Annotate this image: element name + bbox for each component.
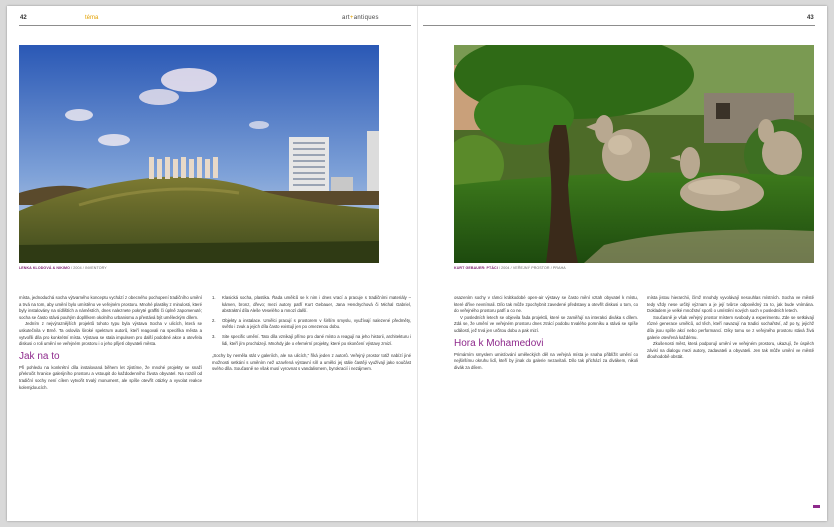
paragraph: Zkušenosti měst, která podporují umění ve veřejném prostoru, ukazují, že úspěch závisí na dialogu mezi autory, zadavateli a obyvateli. Jen tak může umění ve městě dlouhodobě obstát. xyxy=(647,341,814,360)
paragraph: osazením sochy v rámci krátkodobé open-air výstavy se často mění vztah obyvatel k místu, které dříve nevnímali. Dílo tak může zpochybnit zavedené představy a otevřít diskusi o tom, co do veřejného prostoru patří a co ne. xyxy=(454,295,638,314)
caption-text-right: / 2004 / VEŘEJNÝ PROSTOR / PRAHA xyxy=(498,266,566,270)
list-number: 3. xyxy=(212,333,216,339)
page-number-left: 42 xyxy=(20,15,27,21)
caption-author-right: KURT GEBAUER: PTÁCI xyxy=(454,266,498,270)
photo-bird-sculptures xyxy=(454,45,814,263)
caption-text-left: / 2004 / INVENTORY xyxy=(71,266,107,270)
paragraph: Primárním smyslem umisťování uměleckých děl na veřejná místa je snaha přiblížit umění co nejširšímu okruhu lidí, kteří by jinak do galerie nezavítali. Dílo tak přichází za divákem, nikoli divák za dílem. xyxy=(454,351,638,370)
brand-plus: + xyxy=(349,15,354,21)
magazine-spread xyxy=(7,6,827,521)
photo-caption-right xyxy=(454,266,566,270)
text-column-3 xyxy=(454,295,638,517)
paragraph: Při pohledu na konkrétní díla instalovaná během let zjistíme, že mnohé projekty se snaží překročit hranice galerijního prostoru a vstoupit do každodenního života obyvatel. Na rozdíl od tradiční sochy není cílem vytvořit trvalý monument, ale spíše otevřít otázky a vyvolat reakce kolemjdoucích. xyxy=(19,364,202,390)
caption-author-left: LENKA KLODOVÁ & NIKIMO xyxy=(19,266,70,270)
subheading-jak-na-to: Jak na to xyxy=(19,350,60,362)
photo-sculpture-hill xyxy=(19,45,379,263)
paragraph: V posledních letech se objevila řada projektů, které se zaměřují na interakci diváka s dílem. Zdá se, že umění ve veřejném prostoru dnes ztrácí podobu trvalého pomníku a stává se spíše událostí, jež trvá jen určitou dobu a pak mizí. xyxy=(454,314,638,333)
brand-antiques: antiques xyxy=(353,15,379,21)
list-item xyxy=(212,318,411,331)
list-number: 1. xyxy=(212,295,216,300)
paragraph: Jedním z nejvýraznějších projektů tohoto typu byla výstava Socha v ulicích, která se uskutečnila v Brně. Ta oslovila široké spektrum autorů, kteří reagovali na specifika města a vytvořili díla pro konkrétní místa. Výstava se stala impulsem pro další podobné akce a otevřela diskusi o roli umění ve veřejném prostoru i o jeho přijetí obyvateli města. xyxy=(19,321,202,347)
text-column-2 xyxy=(212,295,411,517)
subheading-hora-k-mohamedovi: Hora k Mohamedovi xyxy=(454,337,544,349)
paragraph: „Sochy by neměla stát v galeriích, ale na ulicích,“ říká jeden z autorů. Veřejný prostor totiž nabízí jiné možnosti setkání s uměním než uzavřená výstavní síň a umělci jej stále častěji využívají jako součást svého díla. Současně se však musí vyrovnat s vandalismem, byrokracií i nezájmem. xyxy=(212,353,411,372)
paragraph: místa, jednoduchá socha výtvarného konceptu vychází z obecného pochopení tradičního umění a trvá na tom, aby umění bylo umístěno ve veřejném prostoru. Mnohé plastiky z minulosti, které byly instalovány na sídlištích a náměstích, dnes naleznete pokryté graffiti či úplně zapomenuté; socha se často stává pouhým doplňkem okolního urbanismu a přestává být uměleckým dílem. xyxy=(19,295,202,320)
numbered-list xyxy=(212,295,411,347)
text-column-4 xyxy=(647,295,814,517)
text-column-1 xyxy=(19,295,202,517)
section-label: téma xyxy=(85,15,99,21)
article-end-mark xyxy=(813,505,820,508)
list-text: Objekty a instalace. Umělci pracují s prostorem v širším smyslu, využívají nalezené předměty, světlo i zvuk a jejich díla často existují jen po omezenou dobu. xyxy=(222,317,411,330)
page-number-right: 43 xyxy=(807,15,814,21)
list-item xyxy=(212,295,411,315)
list-number: 2. xyxy=(212,317,216,323)
paragraph: Současně je však veřejný prostor místem svobody a experimentu. Zde se setkávají různé generace umělců, od těch, kteří navazují na tradici sochařství, až po ty, jejichž díla jsou spíše akcí nebo performancí. Díky tomu se z veřejného prostoru stává živá galerie otevřená každému. xyxy=(647,314,814,340)
paragraph: místa jistou hierarchii, čímž mnohdy vyvolávají nesouhlas místních. Socha ve městě tedy vždy nese určitý význam a je její tvůrce odpovědný za to, jak bude vnímána. Dokladem je velké množství sporů o umístění nových soch v posledních letech. xyxy=(647,295,814,314)
list-item xyxy=(212,334,411,347)
header-rule-right xyxy=(423,25,815,26)
list-text: Klasická socha, plastika. Řada umělců se k nim i dnes vrací a pracuje s tradičními materiály – kámen, bronz, dřevo; mezi autory patří Kurt Gebauer, Jana Hendrychová či Michal Gabriel, abstraktní díla Aleše Veselého a mnozí další. xyxy=(222,295,411,314)
header-rule-left xyxy=(19,25,411,26)
brand-art: art xyxy=(342,15,350,21)
photo-caption-left xyxy=(19,266,107,270)
magazine-brand xyxy=(342,15,379,21)
list-text: Site specific umění. Tato díla vznikají přímo pro dané místo a reagují na jeho historii, architekturu i lidi, kteří jím procházejí. Mnohdy jde o efemérní projekty, které po skončení výstavy zmizí. xyxy=(222,333,411,346)
page-gutter xyxy=(417,6,418,521)
